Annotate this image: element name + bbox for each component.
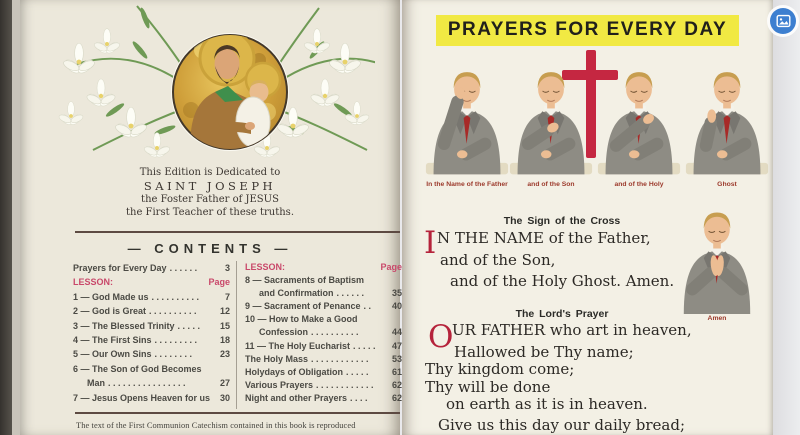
toc-entry <box>73 391 230 405</box>
amen-caption: Amen <box>707 315 727 322</box>
toc-page-number: 61 <box>391 366 402 377</box>
toc-page-number: 35 <box>391 288 402 299</box>
toc-page-number: 7 <box>224 291 230 302</box>
illustration-captions <box>402 181 773 191</box>
boy-touch-forehead-illustration <box>424 60 510 176</box>
toc-dot-leader: ...... <box>169 263 200 273</box>
scan-left-page-edge <box>12 0 20 435</box>
boy-touch-right-shoulder-illustration <box>684 60 770 176</box>
dedication-line: the Foster Father of JESUS <box>141 194 279 205</box>
toc-page-number: 44 <box>391 327 402 338</box>
toc-dot-leader: ........ <box>154 349 195 360</box>
toc-entry <box>245 300 402 313</box>
prayer-line: Thy will be done <box>425 377 551 396</box>
toc-left-column <box>73 261 236 409</box>
toc-entry-label: 9 — Sacrament of Penance <box>245 301 361 312</box>
toc-entry-label: 10 — How to Make a Good <box>245 314 358 325</box>
toc-entry-label: LESSON: <box>245 262 286 272</box>
toc-entry-label: 2 — God is Great <box>73 306 147 317</box>
lords-prayer-heading: The Lord's Prayer <box>515 308 609 320</box>
toc-entry-label: 7 — Jesus Opens Heaven for us <box>73 392 211 403</box>
toc-page-number: Page <box>380 262 402 272</box>
toc-entry-label: 3 — The Blessed Trinity <box>73 320 175 331</box>
toc-dot-leader: ............ <box>316 379 377 390</box>
lords-prayer-text <box>424 319 734 435</box>
prayer-line: and of the Holy Ghost. Amen. <box>450 272 675 290</box>
prayer-line: Hallowed be Thy name; <box>454 342 634 361</box>
toc-column-header <box>73 275 230 289</box>
right-page-prayers <box>402 0 773 435</box>
footnote-text: The text of the First Communion Catechism contained in this book is reproduced <box>76 421 356 430</box>
prayer-line: Give us this day our daily bread; <box>438 415 686 434</box>
toc-entry-label: Night and other Prayers <box>245 392 348 403</box>
toc-entry <box>73 261 230 275</box>
saint-joseph-medallion-illustration <box>45 0 375 168</box>
toc-entry-label: Various Prayers <box>245 379 314 390</box>
toc-entry <box>245 313 402 326</box>
prayer-line: on earth as it is in heaven. <box>446 395 648 414</box>
toc-page-number: 27 <box>219 378 230 389</box>
illustration-caption: In the Name of the Father <box>426 181 508 188</box>
toc-entry-label: Man <box>87 378 105 389</box>
toc-dot-leader: ............ <box>311 353 372 364</box>
toc-entry-label: 8 — Sacraments of Baptism <box>245 275 365 286</box>
toc-entry <box>73 304 230 318</box>
dedication-block <box>40 166 380 219</box>
dedication-saint-joseph: SAINT JOSEPH <box>143 179 277 193</box>
toc-entry-label: LESSON: <box>73 277 114 288</box>
illustration-caption: and of the Holy <box>614 181 664 188</box>
toc-page-number: 18 <box>219 334 230 345</box>
illustration-caption: and of the Son <box>527 181 575 188</box>
toc-entry <box>245 326 402 339</box>
toc-dot-leader: .......... <box>149 306 200 317</box>
toc-dot-leader: ..... <box>353 340 379 351</box>
toc-entry <box>73 376 230 390</box>
page-title-highlight: PRAYERS FOR EVERY DAY <box>436 15 739 46</box>
toc-page-number: 47 <box>391 340 402 351</box>
boy-touch-chest-illustration <box>508 60 594 176</box>
toc-entry-label: The Holy Mass <box>245 353 309 364</box>
scan-right-background <box>773 0 800 435</box>
toc-entry <box>245 392 402 405</box>
left-page-dedication-contents <box>20 0 400 435</box>
toc-page-number: 23 <box>219 349 230 360</box>
sign-of-cross-heading: The Sign of the Cross <box>503 215 621 227</box>
toc-entry <box>245 366 402 379</box>
divider-rule-bottom <box>75 412 400 414</box>
table-of-contents <box>73 261 402 409</box>
toc-entry <box>73 319 230 333</box>
prayer-line: and of the Son, <box>440 250 556 269</box>
scan-left-edge <box>0 0 12 435</box>
toc-entry-label: and Confirmation <box>259 288 334 299</box>
toc-column-header <box>245 261 402 274</box>
toc-entry <box>245 287 402 300</box>
toc-entry-label: 4 — The First Sins <box>73 334 152 345</box>
toc-dot-leader: ...... <box>336 288 367 299</box>
toc-entry <box>73 290 230 304</box>
toc-dot-leader: ..... <box>346 366 372 377</box>
dedication-line: This Edition is Dedicated to <box>139 167 281 178</box>
image-badge-icon[interactable] <box>770 8 796 34</box>
illustration-caption: Ghost <box>717 181 737 188</box>
dropcap-letter: I <box>424 225 437 261</box>
sign-of-cross-illustration-row <box>402 60 773 178</box>
toc-dot-leader: .. <box>363 301 374 312</box>
toc-dot-leader: ................ <box>108 378 189 389</box>
toc-entry-label: 6 — The Son of God Becomes <box>73 363 202 374</box>
page-title-row <box>402 15 773 46</box>
prayer-line: UR FATHER who art in heaven, <box>452 321 692 339</box>
prayer-line: N THE NAME of the Father, <box>437 229 651 247</box>
boy-praying-amen-illustration <box>674 202 760 314</box>
toc-entry <box>245 274 402 287</box>
toc-dot-leader: ......... <box>154 334 200 345</box>
toc-page-number: 30 <box>219 392 230 403</box>
toc-entry <box>245 353 402 366</box>
toc-entry-label: 11 — The Holy Eucharist <box>245 340 351 351</box>
toc-entry-label: 5 — Our Own Sins <box>73 349 152 360</box>
toc-entry-label: Holydays of Obligation <box>245 366 344 377</box>
toc-dot-leader: .... <box>350 392 371 403</box>
toc-entry <box>245 379 402 392</box>
toc-page-number: 62 <box>391 379 402 390</box>
toc-page-number: 40 <box>391 301 402 312</box>
toc-entry <box>73 333 230 347</box>
toc-page-number: 12 <box>219 306 230 317</box>
toc-dot-leader: .......... <box>151 291 202 302</box>
toc-dot-leader: .......... <box>311 327 362 338</box>
toc-page-number: 62 <box>391 392 402 403</box>
dropcap-letter: O <box>428 319 454 355</box>
dedication-line: the First Teacher of these truths. <box>125 207 294 218</box>
toc-dot-leader: ..... <box>177 320 203 331</box>
toc-page-number: Page <box>208 277 230 288</box>
boy-touch-left-shoulder-illustration <box>596 60 682 176</box>
toc-entry <box>245 340 402 353</box>
toc-page-number: 53 <box>391 353 402 364</box>
toc-entry-label: 1 — God Made us <box>73 291 149 302</box>
prayer-line: Thy kingdom come; <box>425 360 575 379</box>
toc-entry-label: Prayers for Every Day <box>73 263 167 273</box>
toc-page-number: 3 <box>224 263 230 273</box>
toc-page-number: 15 <box>219 320 230 331</box>
toc-right-column <box>236 261 402 409</box>
toc-entry <box>73 347 230 361</box>
toc-entry-label: Confession <box>259 327 309 338</box>
contents-heading: — CONTENTS — <box>127 241 293 256</box>
toc-entry <box>73 362 230 376</box>
divider-rule-top <box>75 231 400 233</box>
